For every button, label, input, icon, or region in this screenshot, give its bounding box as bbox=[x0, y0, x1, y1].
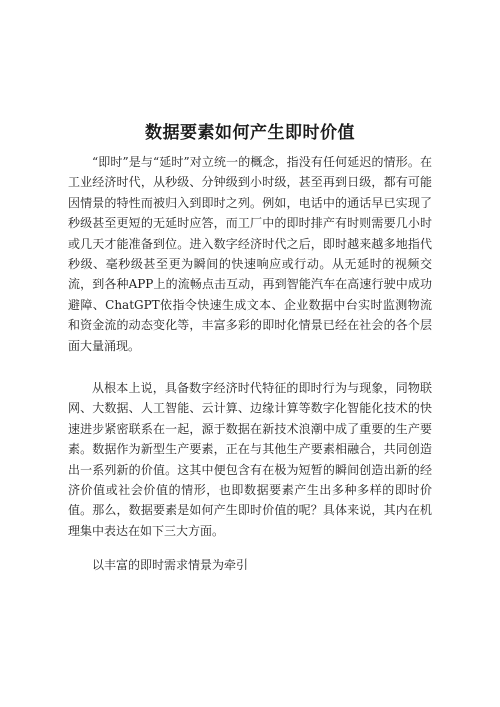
paragraph-1: “即时”是与“延时”对立统一的概念，指没有任何延迟的情形。在工业经济时代，从秒级、分钟级到小时级，甚至再到日级，都有可能因情景的特性而被归入到即时之列。例如，电话中的通话早已实现了秒级甚至更短的无延时应答，而工厂中的即时排产有时则需要几小时或几天才能准备到位。进入数字经济时代之后，即时越来越多地指代秒级、毫秒级甚至更为瞬间的快速响应或行动。从无延时的视频交流，到各种APP上的流畅点击互动，再到智能汽车在高速行驶中成功避障、ChatGPT依指令快速生成文本、企业数据中台实时监测物流和资金流的动态变化等，丰富多彩的即时化情景已经在社会的各个层面大量涌现。 bbox=[68, 155, 432, 353]
section-heading-paragraph: 以丰富的即时需求情景为牵引 bbox=[92, 558, 249, 572]
document-title: 数据要素如何产生即时价值 bbox=[145, 123, 355, 143]
paragraph-2: 从根本上说，具备数字经济时代特征的即时行为与现象，同物联网、大数据、人工智能、云计算、边缘计算等数字化智能化技术的快速进步紧密联系在一起，源于数据在新技术浪潮中成了重要的生产要素。数据作为新型生产要素，正在与其他生产要素相融合，共同创造出一系列新的价值。这其中便包含有在极为短暂的瞬间创造出新的经济价值或社会价值的情形，也即数据要素产生出多种多样的即时价值。那么，数据要素是如何产生即时价值的呢？具体来说，其内在机理集中表达在如下三大方面。 bbox=[68, 381, 432, 538]
